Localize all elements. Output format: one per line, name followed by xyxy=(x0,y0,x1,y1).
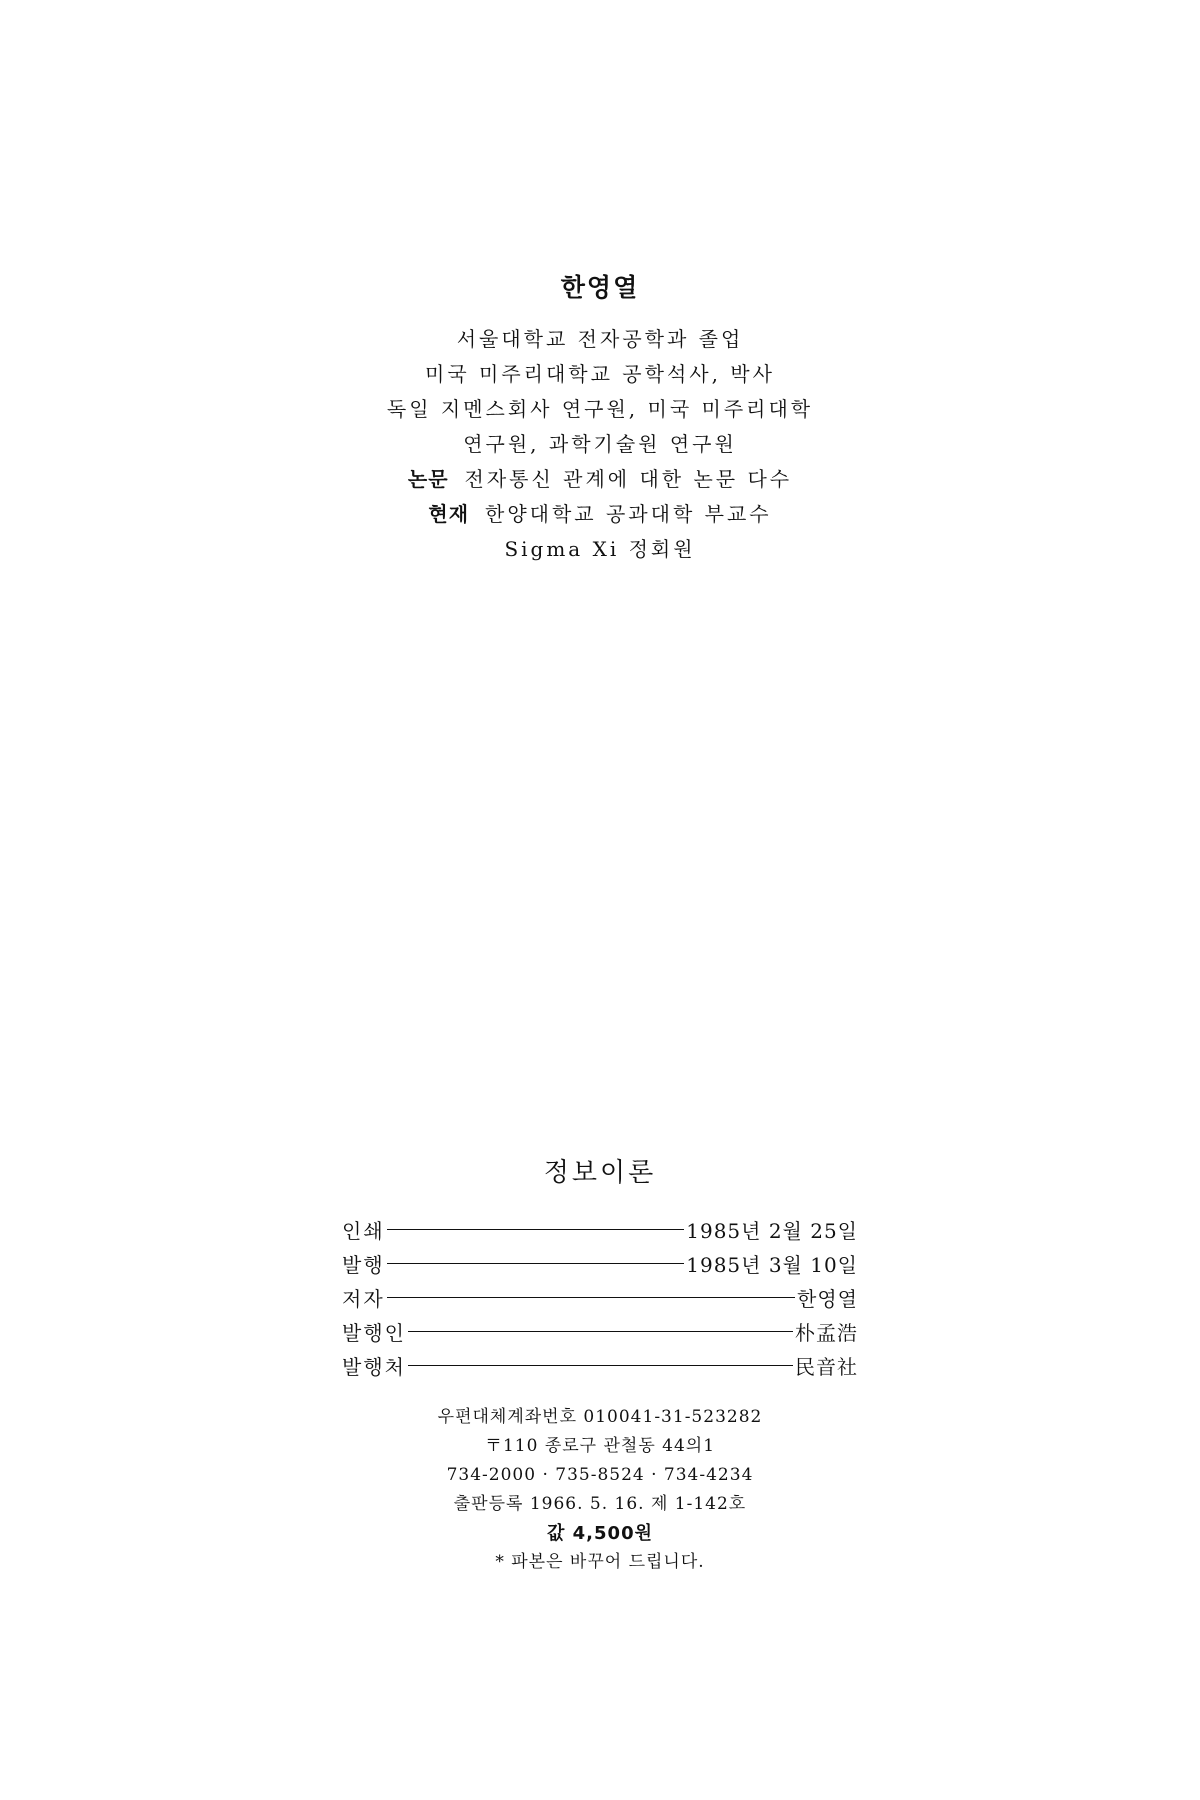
author-name: 한영열 xyxy=(560,273,640,302)
leader-line xyxy=(408,1365,793,1366)
bio-line xyxy=(0,462,1200,497)
book-title-section xyxy=(0,1152,1200,1189)
leader-line xyxy=(387,1229,685,1230)
bio-line xyxy=(0,392,1200,427)
bio-text: 연구원, 과학기술원 연구원 xyxy=(463,432,737,456)
bio-label-papers: 논문 xyxy=(407,467,449,491)
publication-registration: 출판등록 1966. 5. 16. 제 1-142호 xyxy=(453,1494,747,1514)
colophon-value: 1985년 2월 25일 xyxy=(686,1218,858,1243)
bio-line xyxy=(0,322,1200,357)
leader-line xyxy=(408,1331,793,1332)
bio-text: 미국 미주리대학교 공학석사, 박사 xyxy=(425,362,775,386)
colophon-value: 한영열 xyxy=(797,1286,858,1311)
colophon-row-publishing-house xyxy=(342,1348,858,1382)
colophon-row-printing xyxy=(342,1212,858,1246)
colophon-label: 인쇄 xyxy=(342,1218,385,1243)
colophon-row-author xyxy=(342,1280,858,1314)
colophon xyxy=(342,1212,858,1382)
leader-line xyxy=(387,1297,795,1298)
colophon-row-publication xyxy=(342,1246,858,1280)
bio-text: 서울대학교 전자공학과 졸업 xyxy=(456,327,744,351)
colophon-value: 1985년 3월 10일 xyxy=(686,1252,858,1277)
bio-line xyxy=(0,357,1200,392)
price: 값 4,500원 xyxy=(547,1523,653,1544)
imprint-info xyxy=(0,1403,1200,1577)
bio-line xyxy=(0,532,1200,567)
colophon-label: 발행인 xyxy=(342,1320,406,1345)
bio-text: 한양대학교 공과대학 부교수 xyxy=(485,502,772,526)
colophon-value: 民音社 xyxy=(795,1354,858,1379)
colophon-row-publisher xyxy=(342,1314,858,1348)
author-profile xyxy=(0,268,1200,567)
colophon-label: 발행처 xyxy=(342,1354,406,1379)
book-title: 정보이론 xyxy=(543,1158,657,1188)
bio-text: 전자통신 관계에 대한 논문 다수 xyxy=(464,467,793,491)
bio-text: 독일 지멘스회사 연구원, 미국 미주리대학 xyxy=(386,397,814,421)
colophon-label: 저자 xyxy=(342,1286,385,1311)
address: 〒110 종로구 관철동 44의1 xyxy=(484,1436,716,1456)
bio-line xyxy=(0,497,1200,532)
bio-label-current: 현재 xyxy=(428,502,470,526)
phone-numbers: 734-2000 · 735-8524 · 734-4234 xyxy=(446,1465,754,1485)
bio-line xyxy=(0,427,1200,462)
postal-account: 우편대체계좌번호 010041-31-523282 xyxy=(437,1407,763,1427)
bio-text: Sigma Xi 정회원 xyxy=(504,537,696,561)
leader-line xyxy=(387,1263,685,1264)
defect-notice: * 파본은 바꾸어 드립니다. xyxy=(495,1552,705,1572)
colophon-value: 朴孟浩 xyxy=(795,1320,858,1345)
colophon-label: 발행 xyxy=(342,1252,385,1277)
